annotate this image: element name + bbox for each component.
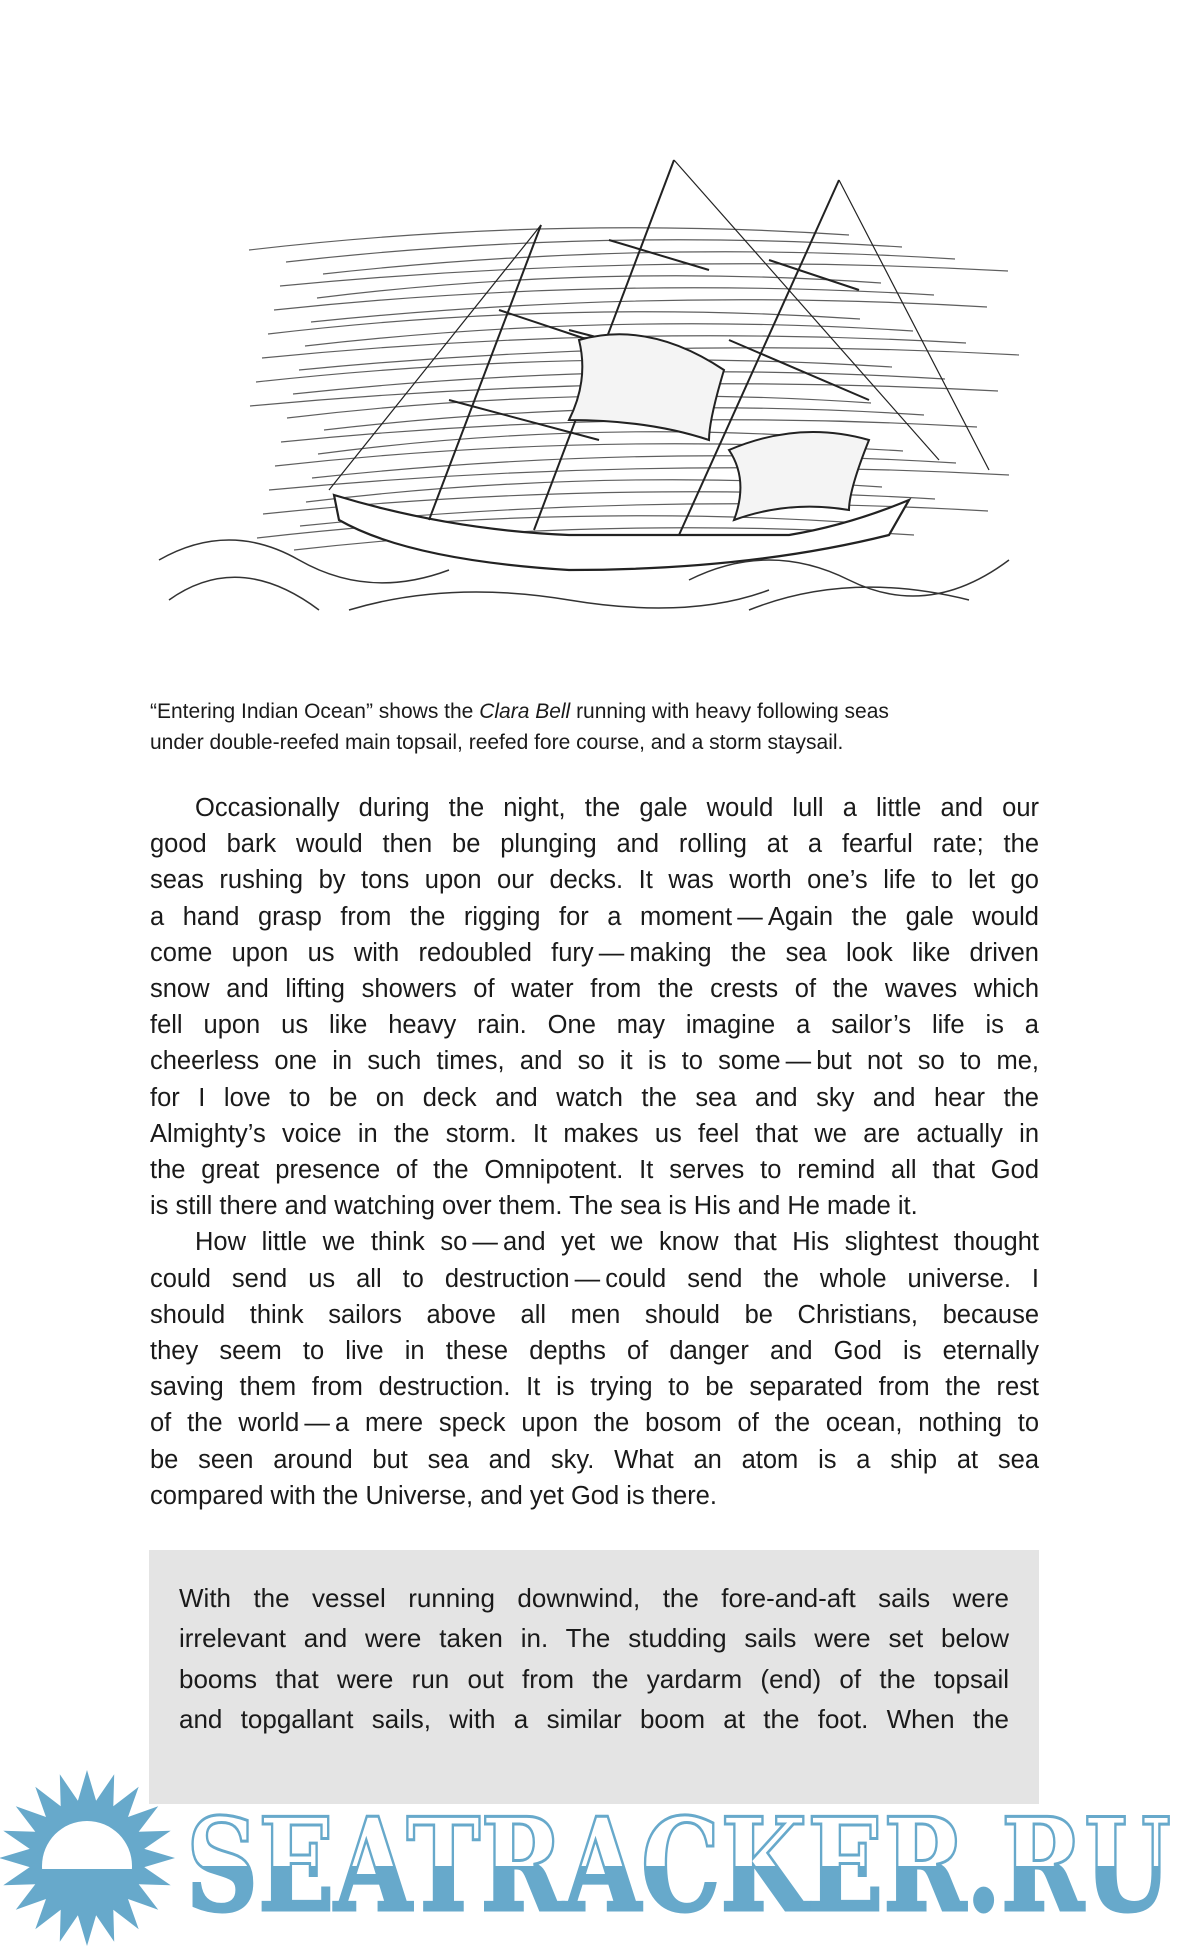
wind-line: [311, 300, 987, 322]
sidebar-note-text: [179, 1578, 1009, 1739]
sidebar-line: booms that were run out from the yardarm (end) of the topsail: [179, 1663, 1009, 1694]
sun-logo-icon: [0, 1770, 175, 1946]
body-text: [150, 790, 1039, 1514]
ship: [329, 160, 989, 570]
body-line: be seen around but sea and sky. What an atom is a ship at sea: [150, 1445, 1039, 1474]
wind-line: [249, 228, 849, 250]
wind-line: [317, 276, 881, 298]
body-line: of the world — a mere speck upon the bosom of the ocean, nothing to: [150, 1409, 1039, 1438]
body-line: cheerless one in such times, and so it is to some — but not so to me,: [150, 1047, 1039, 1076]
caption-text: running with heavy following seas: [570, 700, 889, 723]
body-line: could send us all to destruction — could send the whole universe. I: [150, 1264, 1039, 1293]
body-line: seas rushing by tons upon our decks. It was worth one’s life to let go: [150, 866, 1039, 895]
body-line: is still there and watching over them. The sea is His and He made it.: [150, 1192, 918, 1221]
body-line: saving them from destruction. It is trying to be separated from the rest: [150, 1373, 1039, 1402]
sidebar-line: With the vessel running downwind, the fore-and-aft sails were: [179, 1583, 1009, 1613]
sidebar-line: irrelevant and were taken in. The studding sails were set below: [179, 1623, 1009, 1654]
caption-text: “Entering Indian Ocean” shows the: [150, 700, 480, 723]
body-line: should think sailors above all men should be Christians, because: [150, 1300, 1039, 1329]
seatracker-watermark: [0, 1770, 1190, 1946]
body-line: the great presence of the Omnipotent. It serves to remind all that God: [150, 1156, 1039, 1185]
ship-name: Clara Bell: [479, 700, 571, 723]
watermark-text: SEATRACKER.RU: [186, 1791, 1171, 1941]
sidebar-line: and topgallant sails, with a similar boom at the foot. When the: [179, 1703, 1009, 1734]
body-line: How little we think so — and yet we know that His slightest thought: [195, 1228, 1039, 1257]
body-line: snow and lifting showers of water from the crests of the waves which: [150, 975, 1039, 1004]
wind-line: [256, 360, 892, 382]
body-line: compared with the Universe, and yet God is there.: [150, 1481, 717, 1510]
body-line: good bark would then be plunging and rolling at a fearful rate; the: [150, 830, 1039, 859]
body-line: Almighty’s voice in the storm. It makes us feel that we are actually in: [150, 1119, 1039, 1148]
body-line: a hand grasp from the rigging for a moment — Again the gale would: [150, 902, 1039, 931]
sidebar-note-box: [149, 1550, 1039, 1804]
body-line: fell upon us like heavy rain. One may imagine a sailor’s life is a: [150, 1011, 1039, 1040]
body-line: they seem to live in these depths of danger and God is eternally: [150, 1337, 1039, 1366]
caption-text: under double-reefed main topsail, reefed fore course, and a storm staysail.: [150, 731, 844, 754]
body-line: Occasionally during the night, the gale would lull a little and our: [195, 794, 1039, 822]
body-line: come upon us with redoubled fury — making the sea look like driven: [150, 938, 1039, 967]
body-line: for I love to be on deck and watch the sea and sky and hear the: [150, 1083, 1039, 1112]
figure-caption: [150, 696, 1050, 758]
ship-sketch-illustration: [149, 140, 1041, 672]
